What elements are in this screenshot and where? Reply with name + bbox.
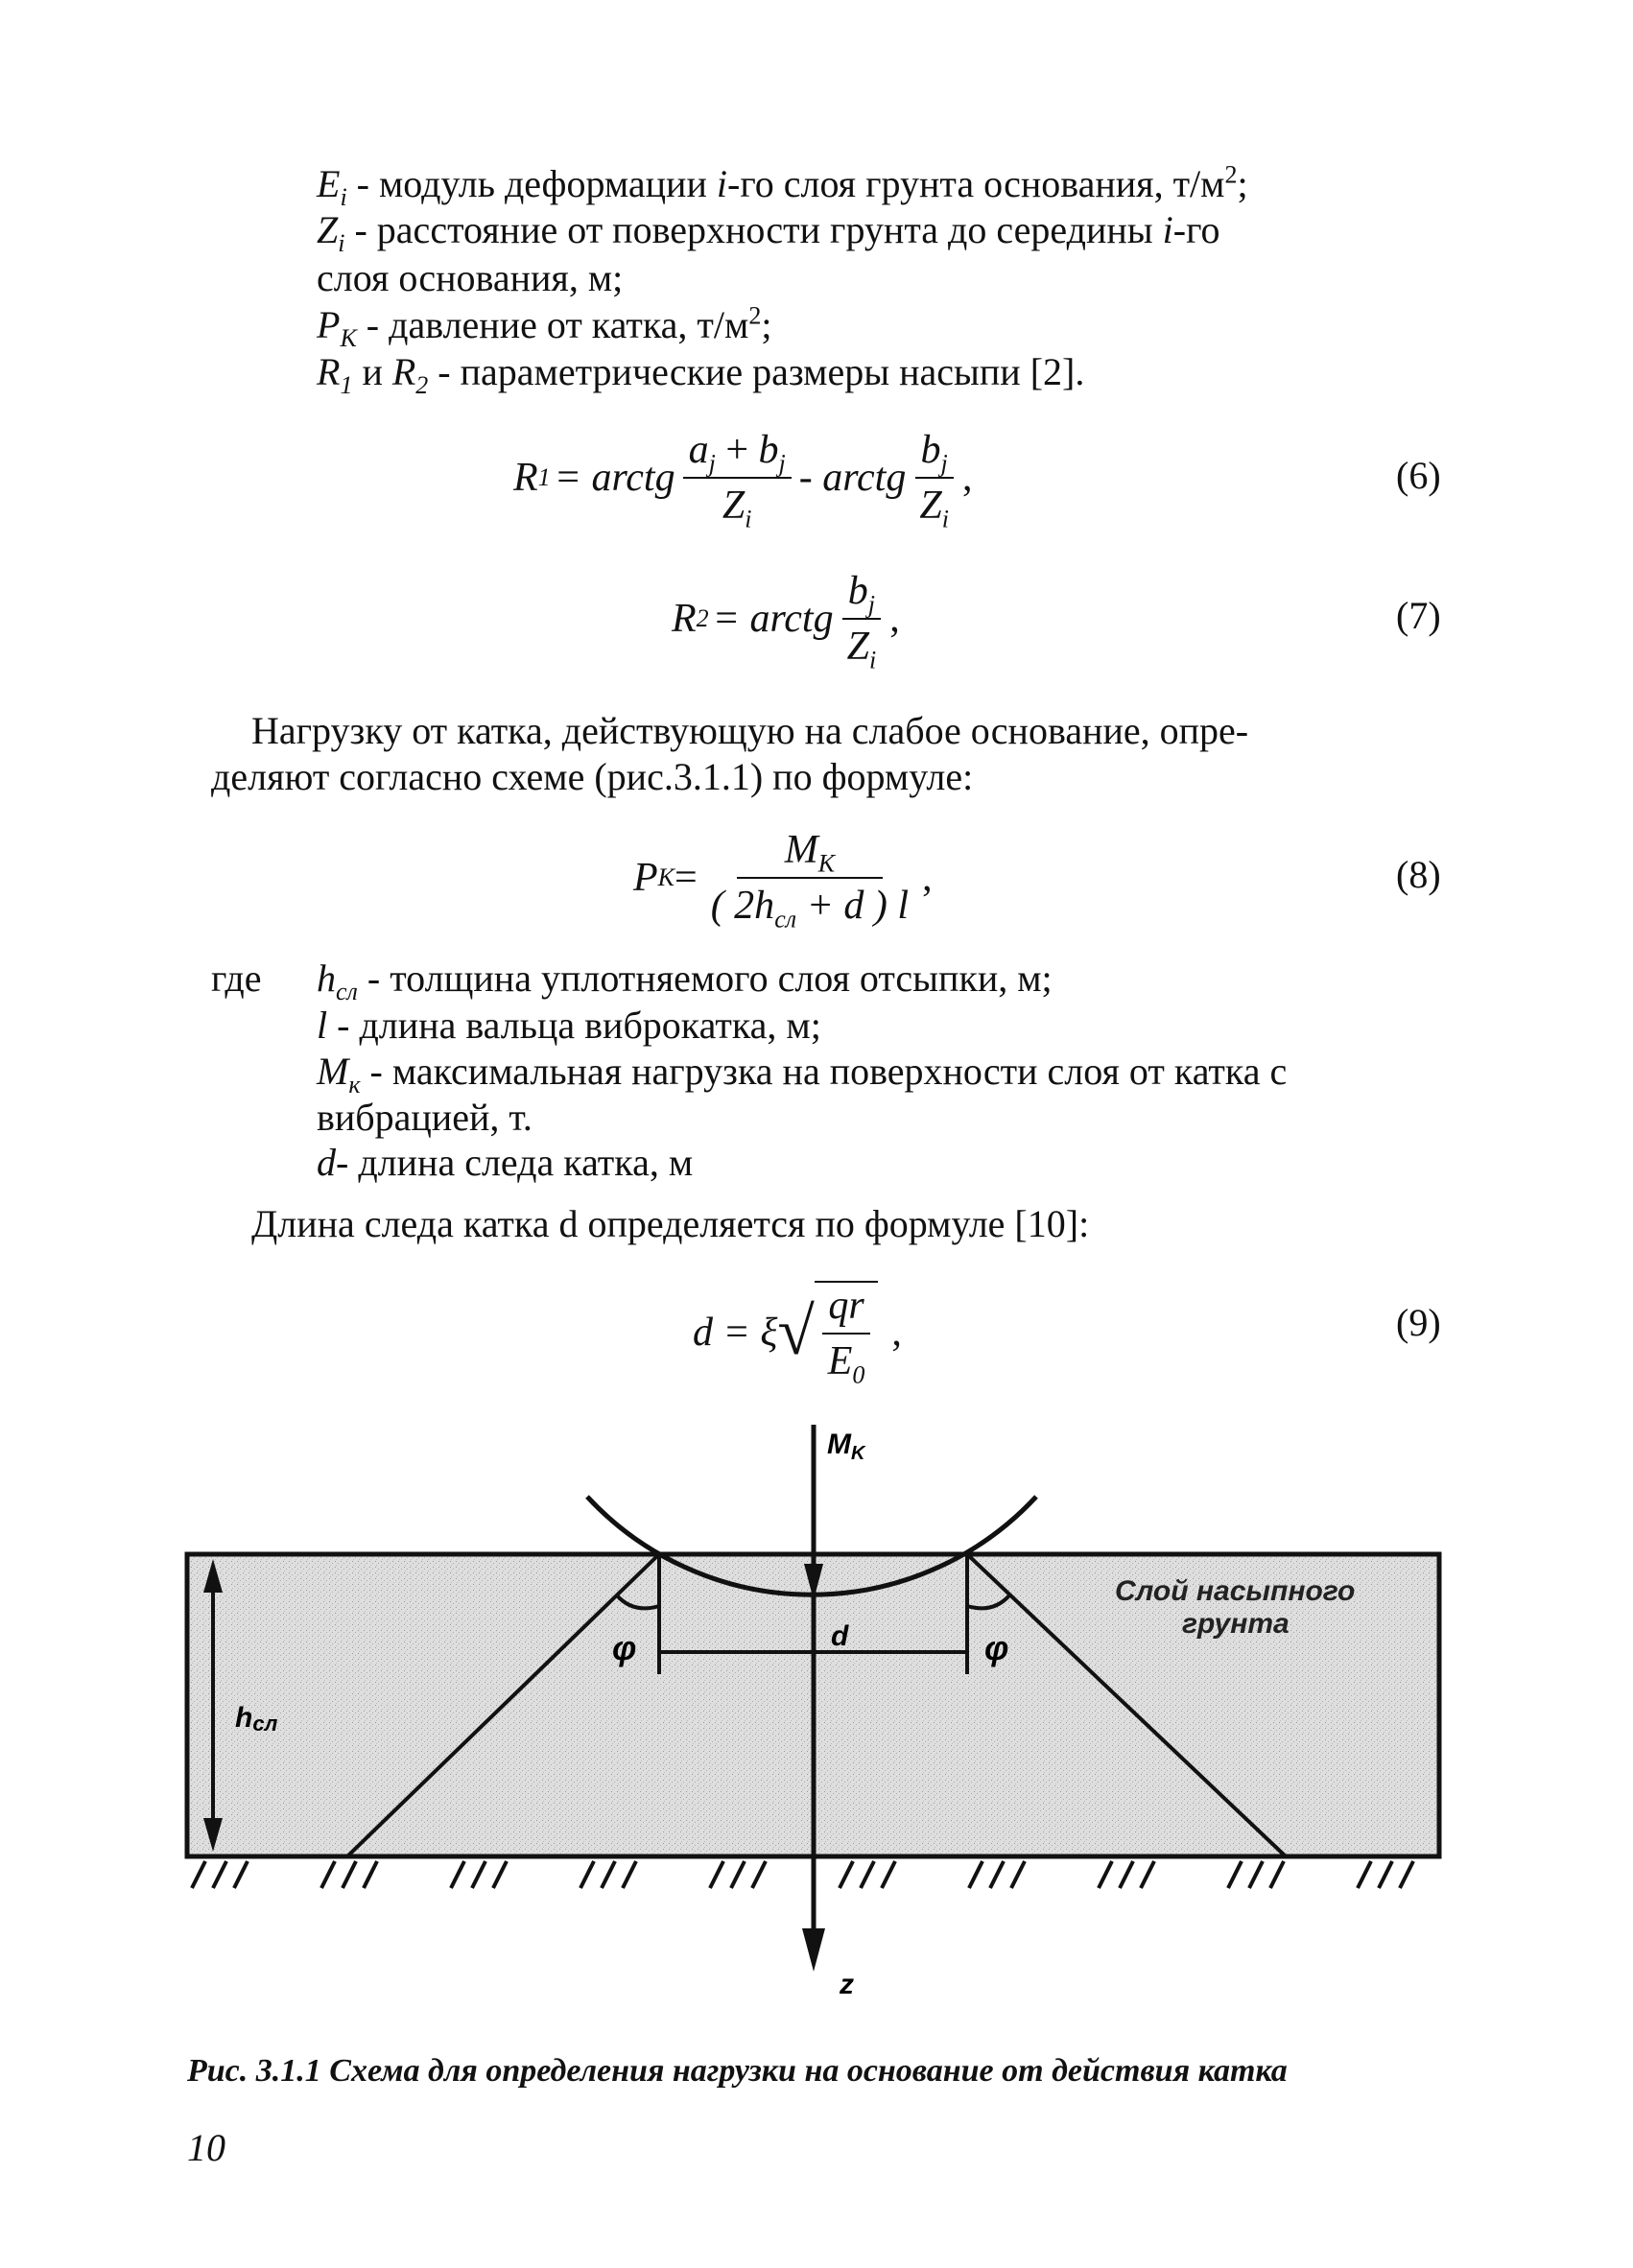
hatch-mark	[990, 1861, 1004, 1888]
subscript: i	[338, 229, 345, 257]
equation-number: (8)	[1396, 853, 1441, 896]
denominator: $E_0$	[827, 1339, 865, 1389]
hatch-mark	[840, 1861, 853, 1888]
comma: ,	[922, 856, 933, 900]
superscript: 2	[748, 301, 762, 330]
numerator: $a_j + b_j$	[683, 427, 792, 479]
hatch-mark	[472, 1861, 485, 1888]
equation-8: P K = $\frac{M_K}{( 2h_{сл} + d ) l}$ ,	[633, 828, 933, 933]
hatch-mark	[213, 1861, 226, 1888]
subscript: 1	[340, 371, 353, 399]
hatch-mark	[1141, 1861, 1154, 1888]
comma: ,	[961, 456, 973, 500]
text: - расстояние от поверхности грунта до середины	[344, 208, 1163, 251]
hatch-mark	[1270, 1861, 1284, 1888]
label-layer: Слой насыпного грунта	[1115, 1575, 1356, 1640]
symbol: Z	[317, 208, 339, 251]
page-number: 10	[187, 2126, 225, 2169]
definition-Mk: $M_к$ - максимальная нагрузка на поверхности слоя от катка с	[317, 1050, 1288, 1099]
hatch-mark	[580, 1861, 594, 1888]
text: - модуль деформации	[346, 162, 717, 205]
hatch-mark	[731, 1861, 745, 1888]
arctg: - arctg	[798, 456, 907, 500]
numerator: $b_j$	[842, 568, 881, 620]
hatch-mark	[1379, 1861, 1392, 1888]
label-height: hсл	[235, 1702, 278, 1736]
denominator: $Z_i$	[846, 625, 877, 674]
subscript: 2	[415, 371, 429, 399]
numerator: $M_K$	[737, 827, 883, 879]
symbol: E	[317, 162, 341, 205]
numerator: qr	[822, 1283, 869, 1335]
equals: =	[674, 856, 698, 900]
subscript: i	[340, 183, 347, 211]
figure-caption: Рис. 3.1.1 Схема для определения нагрузки на основание от действия катка	[187, 2053, 1288, 2089]
symbol: P	[317, 303, 341, 346]
definition-d: d- длина следа катка, м	[317, 1141, 694, 1184]
hatch-mark	[710, 1861, 723, 1888]
hatch-mark	[343, 1861, 356, 1888]
square-root: √ $\frac{qr}{E_0}$	[777, 1281, 878, 1384]
lhs: d = ξ	[693, 1311, 778, 1355]
comma: ,	[889, 597, 900, 641]
hatch-mark	[321, 1861, 335, 1888]
subscript: K	[340, 324, 357, 352]
equation-number: (6)	[1396, 454, 1441, 497]
denominator: $Z_i$	[722, 484, 752, 533]
text: ;	[1237, 162, 1248, 205]
denominator: $Z_i$	[919, 484, 949, 533]
arctg: = arctg	[554, 456, 675, 500]
hatch-mark	[1400, 1861, 1413, 1888]
paragraph-line: Нагрузку от катка, действующую на слабое основание, опре-	[251, 709, 1249, 752]
arctg: = arctg	[712, 597, 834, 641]
label-force: $M_K$	[827, 1429, 865, 1464]
text: ;	[761, 303, 772, 346]
hatch-mark	[234, 1861, 248, 1888]
hatch-mark	[493, 1861, 507, 1888]
equation-number: (9)	[1396, 1301, 1441, 1344]
equation-6: R 1 = arctg $\frac{a_j + b_j}{Z_i}$ - arctg $\frac{b_j}{Z_i}$ ,	[513, 428, 973, 533]
definition-Mk-cont: вибрацией, т.	[317, 1096, 532, 1139]
hatch-mark	[1120, 1861, 1133, 1888]
text: i	[1162, 208, 1173, 251]
hatch-mark	[602, 1861, 615, 1888]
lhs: R	[672, 597, 697, 641]
label-angle-right: φ	[984, 1628, 1009, 1667]
paragraph-line: деляют согласно схеме (рис.3.1.1) по формуле:	[211, 755, 974, 798]
hatch-mark	[1099, 1861, 1112, 1888]
text: -го слоя грунта основания, т/м	[727, 162, 1225, 205]
hatch-mark	[861, 1861, 874, 1888]
superscript: 2	[1224, 160, 1238, 189]
arrow-head-z	[802, 1928, 825, 1972]
definition-l: l - длина вальца виброкатка, м;	[317, 1004, 821, 1047]
text: i	[716, 162, 727, 205]
lhs: P	[633, 856, 658, 900]
hatch-mark	[623, 1861, 636, 1888]
label-width: d	[831, 1620, 849, 1652]
hatch-mark	[192, 1861, 205, 1888]
hatch-mark	[752, 1861, 766, 1888]
text: - параметрические размеры насыпи [2].	[428, 350, 1085, 393]
equation-number: (7)	[1396, 594, 1441, 637]
where-label: где	[211, 957, 262, 1000]
hatch-mark	[1228, 1861, 1242, 1888]
symbol: R	[391, 350, 416, 393]
label-angle-left: φ	[612, 1628, 637, 1667]
hatch-mark	[451, 1861, 464, 1888]
hatch-mark	[969, 1861, 982, 1888]
hatch-mark	[1358, 1861, 1371, 1888]
denominator: ( $2h_{сл} + d$ ) l	[710, 884, 910, 933]
text: -го	[1172, 208, 1220, 251]
hatch-mark	[364, 1861, 377, 1888]
paragraph-2: Длина следа катка d определяется по формуле [10]:	[251, 1202, 1090, 1245]
hatch-mark	[882, 1861, 895, 1888]
lhs: R	[513, 456, 538, 500]
numerator: $b_j$	[915, 427, 954, 479]
ground-hatching	[192, 1861, 1413, 1888]
symbol: R	[317, 350, 341, 393]
label-z: z	[840, 1969, 854, 2000]
hatch-mark	[1011, 1861, 1025, 1888]
text: слоя основания, м;	[317, 256, 624, 299]
text: и	[352, 350, 392, 393]
hatch-mark	[1249, 1861, 1263, 1888]
text: - давление от катка, т/м	[356, 303, 749, 346]
comma: ,	[891, 1311, 902, 1355]
definition-hsl: $h_{сл}$ - толщина уплотняемого слоя отсыпки, м;	[317, 957, 1053, 1005]
equation-7: R 2 = arctg $\frac{b_j}{Z_i}$ ,	[672, 569, 900, 674]
